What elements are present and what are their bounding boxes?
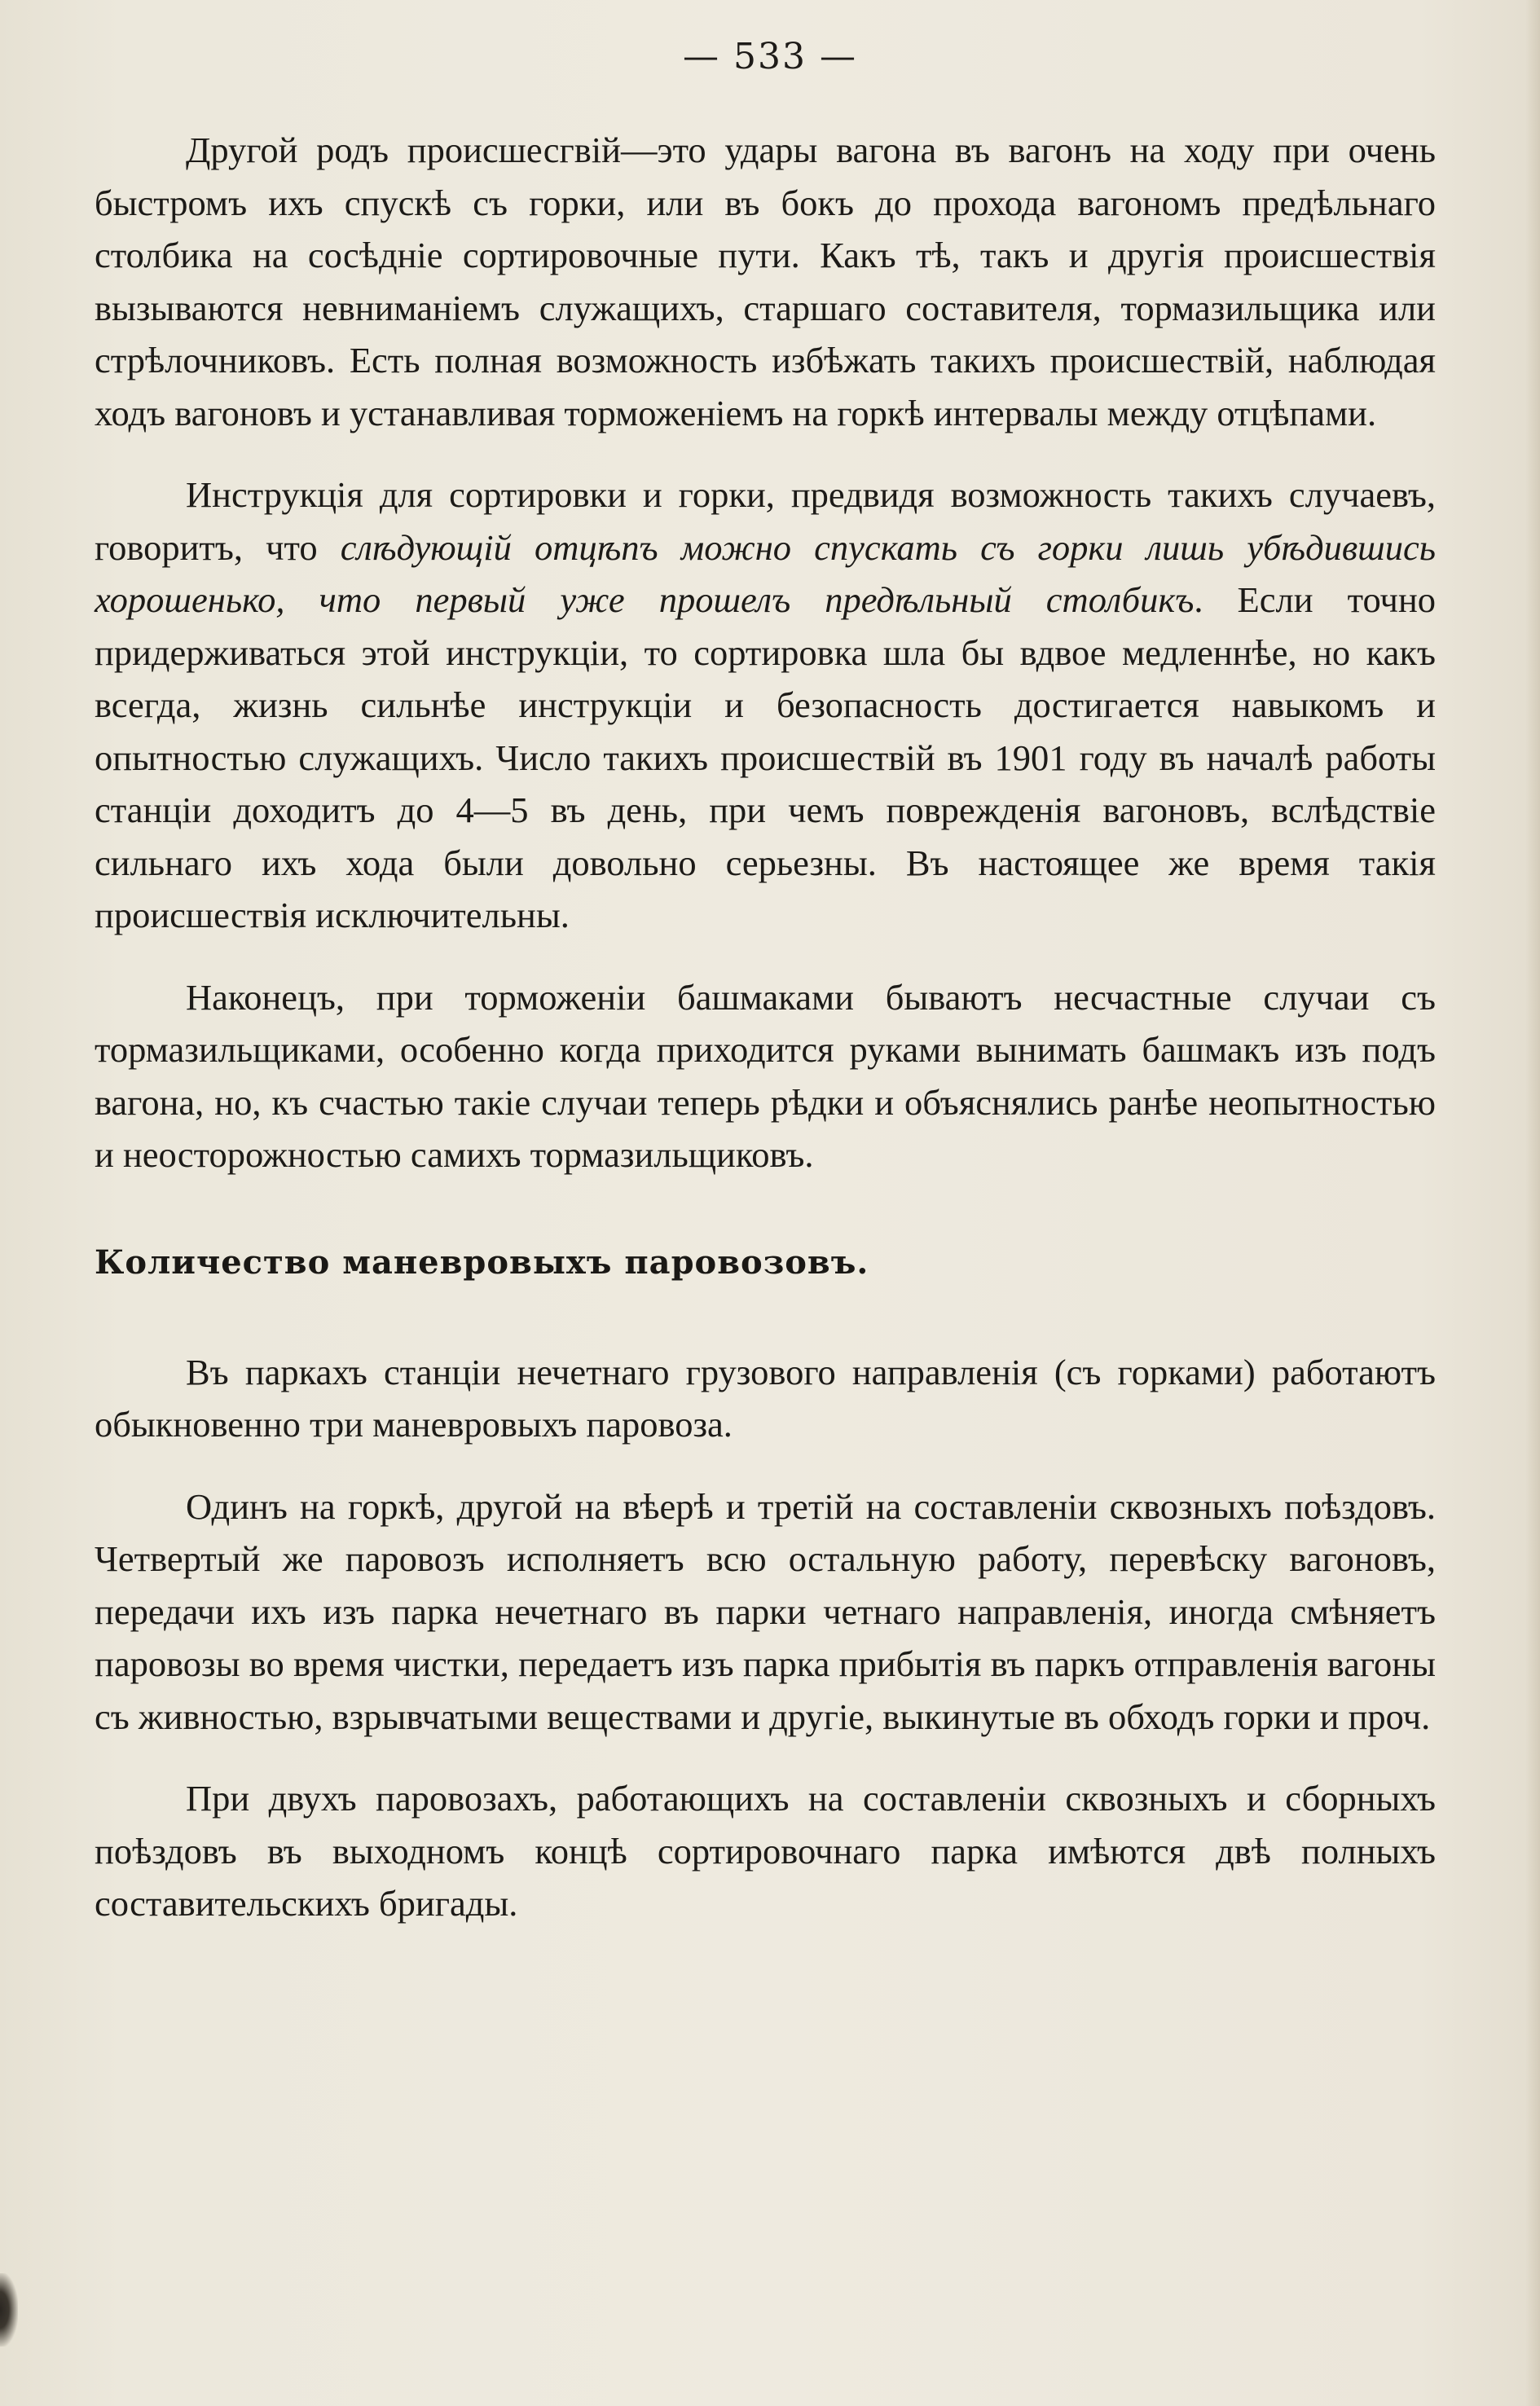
page-number: — 533 —	[683, 36, 857, 77]
paragraph-locomotives-count: Въ паркахъ станціи нечетнаго грузового направленія (съ горками) работаютъ обыкновенно три маневровыхъ паровоза.	[95, 1351, 1436, 1445]
paragraph-brake-shoes: Наконецъ, при торможеніи башмаками бываютъ несчастные случаи съ тормазильщиками, особенно когда приходится руками вынимать башмакъ изъ подъ вагона, но, къ счастью такіе случаи теперь рѣдки и объяснялись ранѣе неопытностью и неосторожностью самихъ тормазильщиковъ.	[95, 976, 1436, 1175]
instruction-quote: слѣдующій отцѣпъ можно спускать съ горки лишь убѣдившись хорошенько, что первый уже прошелъ предѣльный столбикъ	[95, 526, 1436, 620]
paragraph-instruction	[95, 468, 1436, 942]
page-body	[95, 124, 1436, 1930]
binding-edge-mark	[0, 2273, 18, 2347]
instruction-text-end: . Если точно придерживаться этой инструкціи, то сортировка шла бы вдвое медленнѣе, но какъ всегда, жизнь сильнѣе инструкціи и безопасность достигается навыкомъ и опытностью служащихъ. Число такихъ происшествій въ 1901 году въ началѣ работы станціи доходитъ до 4—5 въ день, при чемъ поврежденія вагоновъ, вслѣдствіе сильнаго ихъ хода были довольно серьезны. Въ настоящее же время такія происшествія исключительны.	[95, 579, 1437, 935]
section-heading: Количество маневровыхъ паровозовъ.	[95, 1243, 869, 1282]
paragraph-locomotive-duties: Одинъ на горкѣ, другой на вѣерѣ и третій на составленіи сквозныхъ поѣздовъ. Четвертый же паровозъ исполняетъ всю остальную работу, перевѣску вагоновъ, передачи ихъ изъ парка нечетнаго въ парки четнаго направленія, иногда смѣняетъ паровозы во время чистки, передаетъ изъ парка прибытія въ паркъ отправленія вагоны съ живностью, взрывчатыми веществами и другіе, выкинутые въ обходъ горки и проч.	[95, 1485, 1436, 1737]
paragraph-brigades: При двухъ паровозахъ, работающихъ на составленіи сквозныхъ и сборныхъ поѣздовъ въ выходномъ концѣ сортировочнаго парка имѣются двѣ полныхъ составительскихъ бригады.	[95, 1778, 1436, 1924]
paragraph-accidents: Другой родъ происшесгвій—это удары вагона въ вагонъ на ходу при очень быстромъ ихъ спускѣ съ горки, или въ бокъ до прохода вагономъ предѣльнаго столбика на сосѣдніе сортировочные пути. Какъ тѣ, такъ и другія происшествія вызываются невниманіемъ служащихъ, старшаго составителя, тормазильщика или стрѣлочниковъ. Есть полная возможность избѣжать такихъ происшествій, наблюдая ходъ вагоновъ и устанавливая торможеніемъ на горкѣ интервалы между отцѣпами.	[95, 130, 1436, 433]
page-edge-shadow	[1525, 0, 1540, 2406]
instruction-text-start: Инструкція для сортировки и горки, предвидя возможность такихъ случаевъ, говоритъ, что	[95, 474, 1436, 568]
